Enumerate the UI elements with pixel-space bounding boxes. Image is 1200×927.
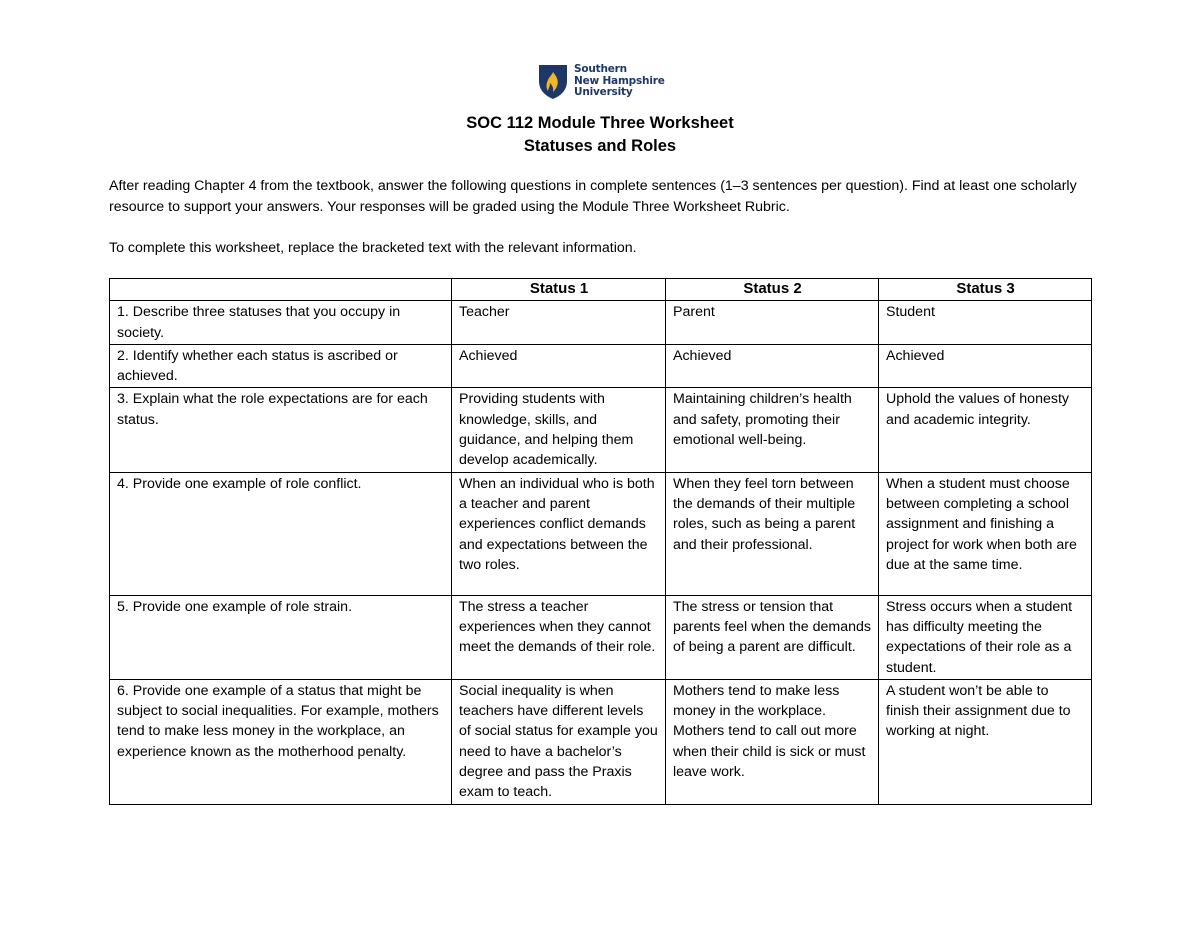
answer-cell[interactable]: When a student must choose between completing a school assignment and finishing a project for work when both are due at the same time. — [879, 472, 1092, 595]
table-row — [110, 472, 1092, 595]
answer-cell[interactable]: When an individual who is both a teacher and parent experiences conflict demands and expectations between the two roles. — [452, 472, 666, 595]
answer-cell[interactable]: Achieved — [666, 344, 879, 388]
question-cell: 5. Provide one example of role strain. — [110, 595, 452, 679]
header-blank — [110, 279, 452, 301]
logo-wordmark — [574, 64, 665, 99]
header-status-3: Status 3 — [879, 279, 1092, 301]
answer-cell[interactable]: Maintaining children’s health and safety, promoting their emotional well-being. — [666, 388, 879, 472]
answer-cell[interactable]: When they feel torn between the demands of their multiple roles, such as being a parent and their professional. — [666, 472, 879, 595]
table-row — [110, 388, 1092, 472]
table-row — [110, 679, 1092, 804]
question-cell: 1. Describe three statuses that you occupy in society. — [110, 301, 452, 345]
answer-cell[interactable]: Providing students with knowledge, skills, and guidance, and helping them develop academically. — [452, 388, 666, 472]
answer-cell[interactable]: Stress occurs when a student has difficulty meeting the expectations of their role as a student. — [879, 595, 1092, 679]
header-status-1: Status 1 — [452, 279, 666, 301]
instructions-paragraph: To complete this worksheet, replace the bracketed text with the relevant information. — [109, 240, 637, 256]
answer-cell[interactable]: Teacher — [452, 301, 666, 345]
answer-cell[interactable]: The stress or tension that parents feel when the demands of being a parent are difficult. — [666, 595, 879, 679]
answer-cell[interactable]: Student — [879, 301, 1092, 345]
answer-cell[interactable]: Mothers tend to make less money in the workplace. Mothers tend to call out more when their child is sick or must leave work. — [666, 679, 879, 804]
question-cell: 2. Identify whether each status is ascribed or achieved. — [110, 344, 452, 388]
table-row — [110, 595, 1092, 679]
table-header-row — [110, 279, 1092, 301]
document-title-block — [0, 112, 1200, 158]
status-roles-table — [109, 278, 1092, 805]
logo-line-3: University — [574, 86, 633, 98]
answer-cell[interactable]: The stress a teacher experiences when they cannot meet the demands of their role. — [452, 595, 666, 679]
answer-cell[interactable]: Achieved — [452, 344, 666, 388]
question-cell: 3. Explain what the role expectations are for each status. — [110, 388, 452, 472]
table-row — [110, 344, 1092, 388]
table-row — [110, 301, 1092, 345]
intro-paragraph: After reading Chapter 4 from the textbook, answer the following questions in complete sentences (1–3 sentences per question). Find at least one scholarly resource to support your answers. Your responses will be graded using the Module Three Worksheet Rubric. — [109, 178, 1077, 215]
university-logo — [538, 64, 678, 104]
header-status-2: Status 2 — [666, 279, 879, 301]
logo-line-1: Southern — [574, 63, 627, 75]
question-cell: 4. Provide one example of role conflict. — [110, 472, 452, 595]
question-cell: 6. Provide one example of a status that might be subject to social inequalities. For example, mothers tend to make less money in the workplace, an experience known as the motherhood penalty. — [110, 679, 452, 804]
shield-flame-icon — [538, 64, 568, 100]
answer-cell[interactable]: Social inequality is when teachers have different levels of social status for example you need to have a bachelor’s degree and pass the Praxis exam to teach. — [452, 679, 666, 804]
answer-cell[interactable]: A student won’t be able to finish their assignment due to working at night. — [879, 679, 1092, 804]
answer-cell[interactable]: Uphold the values of honesty and academic integrity. — [879, 388, 1092, 472]
answer-cell[interactable]: Achieved — [879, 344, 1092, 388]
logo-line-2: New Hampshire — [574, 74, 665, 87]
answer-cell[interactable]: Parent — [666, 301, 879, 345]
document-subtitle: Statuses and Roles — [523, 137, 677, 155]
document-title: SOC 112 Module Three Worksheet — [466, 114, 734, 132]
